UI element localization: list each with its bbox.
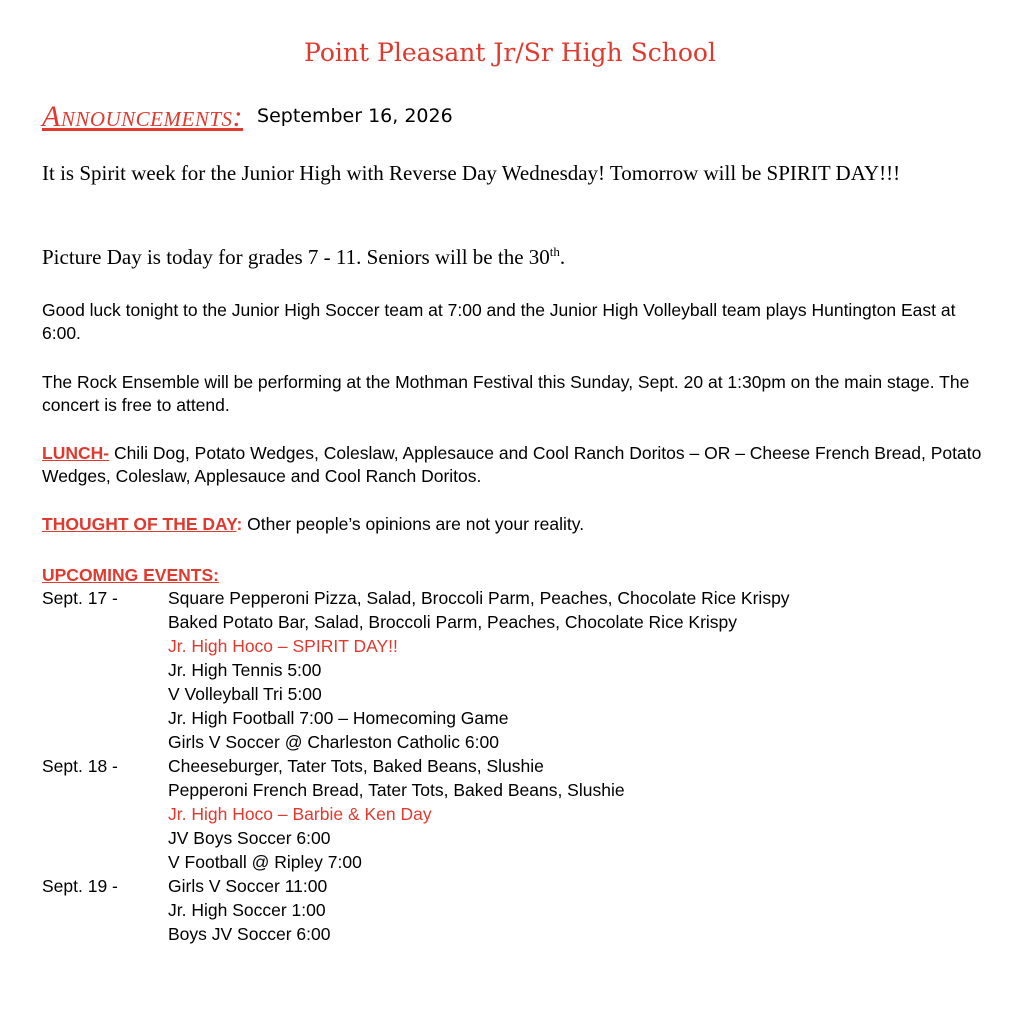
event-item-highlight: Jr. High Hoco – SPIRIT DAY!!: [168, 636, 398, 656]
event-item: Jr. High Tennis 5:00: [168, 660, 322, 680]
event-item: Jr. High Soccer 1:00: [168, 900, 326, 920]
event-item: Girls V Soccer 11:00: [168, 876, 328, 896]
lunch-text: Chili Dog, Potato Wedges, Coleslaw, Applesauce and Cool Ranch Doritos – OR – Cheese French Bread, Potato Wedges, Coleslaw, Applesauce and Cool Ranch Doritos.: [42, 443, 982, 486]
announcements-date: September 16, 2026: [257, 105, 453, 127]
event-item: JV Boys Soccer 6:00: [168, 828, 331, 848]
announcements-label: Announcements:: [42, 100, 244, 133]
event-item-highlight: Jr. High Hoco – Barbie & Ken Day: [168, 804, 432, 824]
event-day: [42, 586, 790, 754]
thought-text: Other people’s opinions are not your reality.: [242, 514, 585, 534]
event-item: Pepperoni French Bread, Tater Tots, Baked Beans, Slushie: [168, 780, 625, 800]
page-title: Point Pleasant Jr/Sr High School: [304, 38, 716, 67]
event-day: [42, 754, 790, 874]
event-item: Girls V Soccer @ Charleston Catholic 6:00: [168, 732, 499, 752]
upcoming-events-heading: UPCOMING EVENTS:: [42, 565, 219, 585]
thought-paragraph: [42, 513, 977, 536]
event-item: V Volleyball Tri 5:00: [168, 684, 322, 704]
picture-day-text: Picture Day is today for grades 7 - 11. Seniors will be the 30: [42, 245, 550, 269]
rock-ensemble-paragraph: The Rock Ensemble will be performing at the Mothman Festival this Sunday, Sept. 20 at 1:30pm on the main stage. The concert is free to attend.: [42, 372, 970, 415]
picture-day-paragraph: [42, 244, 972, 270]
event-item: Jr. High Football 7:00 – Homecoming Game: [168, 708, 509, 728]
event-item: V Football @ Ripley 7:00: [168, 852, 362, 872]
upcoming-events-list: [42, 586, 790, 946]
lunch-paragraph: [42, 442, 982, 488]
event-item: Baked Potato Bar, Salad, Broccoli Parm, Peaches, Chocolate Rice Krispy: [168, 612, 738, 632]
spirit-week-paragraph: It is Spirit week for the Junior High with Reverse Day Wednesday! Tomorrow will be SPIRIT DAY!!!: [42, 161, 901, 185]
good-luck-paragraph: Good luck tonight to the Junior High Soccer team at 7:00 and the Junior High Volleyball team plays Huntington East at 6:00.: [42, 300, 956, 343]
picture-day-period: .: [559, 245, 566, 269]
event-item: Cheeseburger, Tater Tots, Baked Beans, Slushie: [168, 756, 544, 776]
event-day: [42, 874, 790, 946]
event-date-label: Sept. 19 -: [42, 876, 118, 896]
picture-day-superscript: th: [549, 244, 560, 259]
thought-label: THOUGHT OF THE DAY: [42, 514, 237, 534]
event-date-label: Sept. 17 -: [42, 588, 118, 608]
event-item: Boys JV Soccer 6:00: [168, 924, 331, 944]
event-item: Square Pepperoni Pizza, Salad, Broccoli Parm, Peaches, Chocolate Rice Krispy: [168, 588, 790, 608]
lunch-label: LUNCH-: [42, 443, 110, 463]
thought-colon: :: [236, 514, 243, 534]
announcements-header: [42, 100, 453, 134]
event-date-label: Sept. 18 -: [42, 756, 118, 776]
